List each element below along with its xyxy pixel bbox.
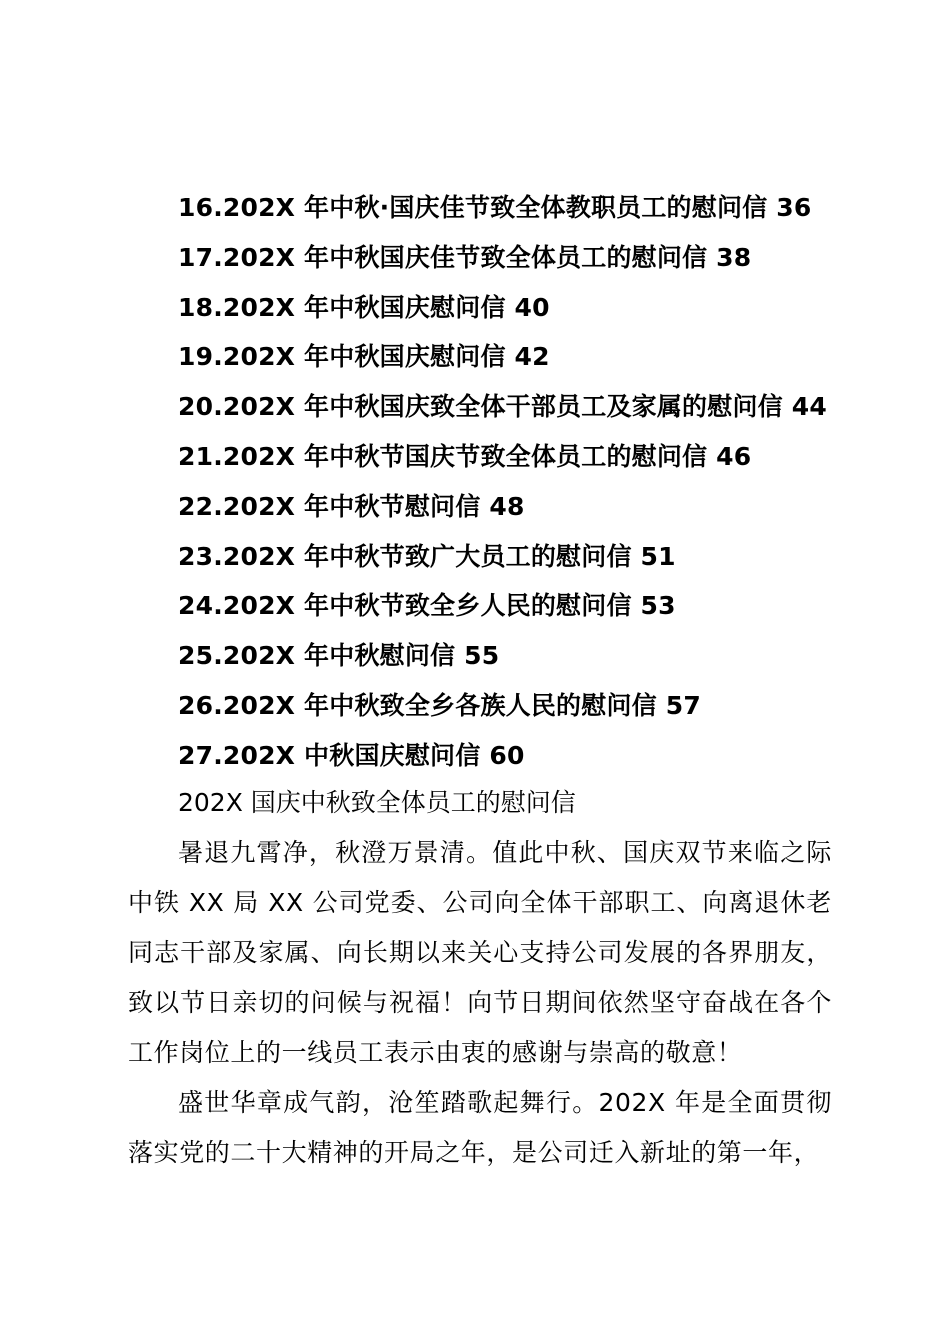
article-paragraph: 盛世华章成气韵，沧笙踏歌起舞行。202X 年是全面贯彻落实党的二十大精神的开局之年，是公司迁入新址的第一年， (128, 1088, 832, 1167)
toc-item[interactable]: 26.202X 年中秋致全乡各族人民的慰问信 57 (178, 690, 701, 720)
table-of-contents (178, 183, 878, 781)
toc-item[interactable]: 19.202X 年中秋国庆慰问信 42 (178, 342, 550, 372)
toc-item[interactable]: 22.202X 年中秋节慰问信 48 (178, 491, 525, 521)
toc-item[interactable]: 25.202X 年中秋慰问信 55 (178, 641, 500, 671)
toc-item[interactable]: 18.202X 年中秋国庆慰问信 40 (178, 292, 550, 322)
toc-item[interactable]: 16.202X 年中秋·国庆佳节致全体教职员工的慰问信 36 (178, 193, 812, 222)
toc-item[interactable]: 23.202X 年中秋节致广大员工的慰问信 51 (178, 541, 676, 571)
toc-item[interactable]: 24.202X 年中秋节致全乡人民的慰问信 53 (178, 591, 676, 621)
article-title: 202X 国庆中秋致全体员工的慰问信 (178, 788, 576, 817)
toc-item[interactable]: 27.202X 中秋国庆慰问信 60 (178, 740, 525, 770)
toc-item[interactable]: 17.202X 年中秋国庆佳节致全体员工的慰问信 38 (178, 242, 752, 272)
toc-item[interactable]: 20.202X 年中秋国庆致全体干部员工及家属的慰问信 44 (178, 392, 827, 422)
article-paragraph: 暑退九霄净，秋澄万景清。值此中秋、国庆双节来临之际中铁 XX 局 XX 公司党委、公司向全体干部职工、向离退休老同志干部及家属、向长期以来关心支持公司发展的各界朋友，致以节日亲切的问候与祝福！向节日期间依然坚守奋战在各个工作岗位上的一线员工表示由衷的感谢与崇高的敬意！ (128, 838, 832, 1067)
article-body (128, 778, 832, 1178)
toc-item[interactable]: 21.202X 年中秋节国庆节致全体员工的慰问信 46 (178, 441, 752, 471)
